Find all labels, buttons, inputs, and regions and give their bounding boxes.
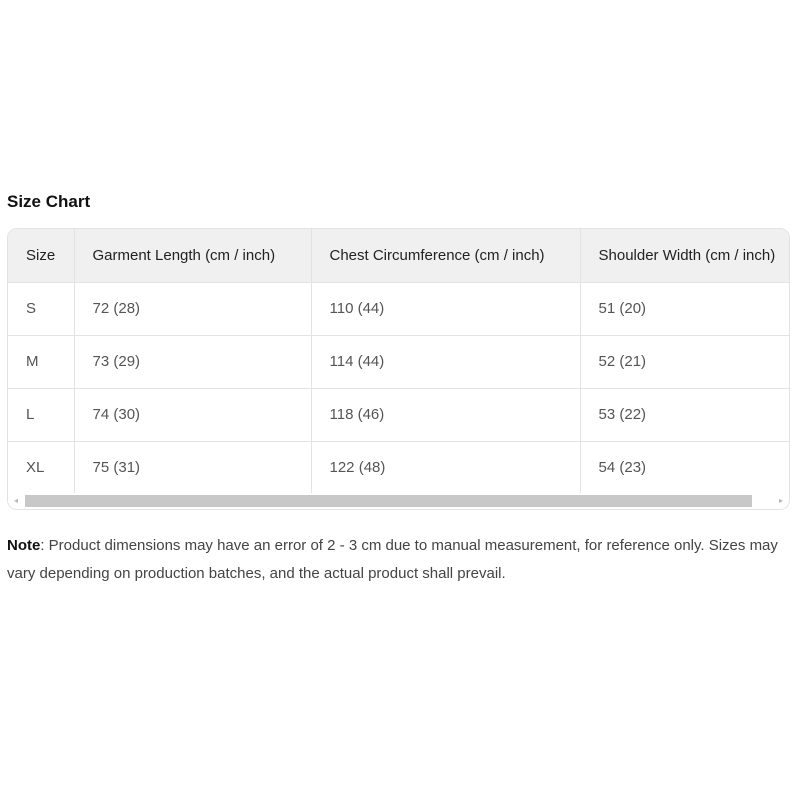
scrollbar-thumb[interactable] (25, 495, 752, 507)
cell-garment-length: 73 (29) (74, 335, 311, 388)
cell-size: M (8, 335, 74, 388)
table-row (8, 282, 790, 335)
cell-garment-length: 74 (30) (74, 388, 311, 441)
header-size: Size (8, 229, 74, 282)
header-shoulder-width: Shoulder Width (cm / inch) (580, 229, 790, 282)
table-row (8, 388, 790, 441)
cell-chest-circumference: 110 (44) (311, 282, 580, 335)
table-row (8, 441, 790, 494)
scroll-right-arrow-icon[interactable]: ▸ (778, 496, 783, 505)
size-chart-table-container (7, 228, 790, 510)
cell-chest-circumference: 118 (46) (311, 388, 580, 441)
table-header-row (8, 229, 790, 282)
cell-chest-circumference: 114 (44) (311, 335, 580, 388)
note-label: Note (7, 537, 41, 554)
cell-size: XL (8, 441, 74, 494)
cell-chest-circumference: 122 (48) (311, 441, 580, 494)
scroll-left-arrow-icon[interactable]: ◂ (13, 496, 18, 505)
cell-garment-length: 72 (28) (74, 282, 311, 335)
measurement-note (7, 532, 791, 588)
cell-shoulder-width: 52 (21) (580, 335, 790, 388)
cell-size: L (8, 388, 74, 441)
size-chart-title: Size Chart (7, 192, 91, 211)
cell-shoulder-width: 54 (23) (580, 441, 790, 494)
header-chest-circumference: Chest Circumference (cm / inch) (311, 229, 580, 282)
header-garment-length: Garment Length (cm / inch) (74, 229, 311, 282)
note-text: : Product dimensions may have an error of 2 - 3 cm due to manual measurement, for reference only. Sizes may vary depending on production batches, and the actual product shall prevail. (7, 537, 778, 582)
cell-size: S (8, 282, 74, 335)
size-chart-table (8, 229, 790, 494)
cell-shoulder-width: 53 (22) (580, 388, 790, 441)
cell-shoulder-width: 51 (20) (580, 282, 790, 335)
table-row (8, 335, 790, 388)
cell-garment-length: 75 (31) (74, 441, 311, 494)
horizontal-scrollbar[interactable] (8, 493, 789, 509)
table-viewport[interactable] (8, 229, 790, 495)
